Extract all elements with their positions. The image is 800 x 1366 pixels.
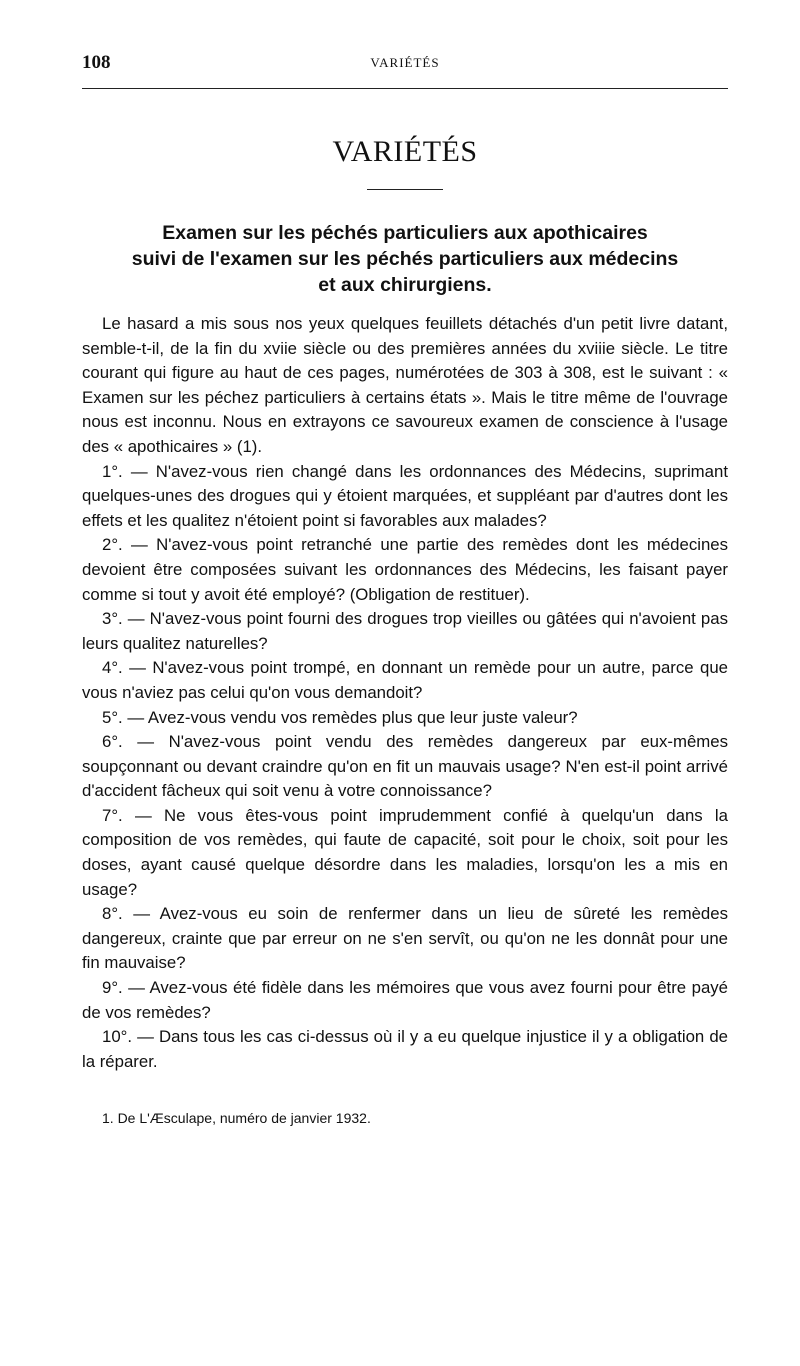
question-item: 10°. — Dans tous les cas ci-dessus où il y a eu quelque injustice il y a obligation de la réparer.: [82, 1027, 728, 1071]
question-item: 8°. — Avez-vous eu soin de renfermer dans un lieu de sûreté les remèdes dangereux, crainte que par erreur on ne s'en servît, ou qu'on ne les donnât pour une fin mauvaise?: [82, 904, 728, 973]
article-body: [82, 312, 728, 1074]
article-title: [82, 220, 728, 298]
question-item: 2°. — N'avez-vous point retranché une partie des remèdes dont les médecines devoient être composées suivant les ordonnances des Médecins, les faisant payer comme si tout y avoit été employé? (Obligation de restituer).: [82, 535, 728, 604]
running-head: [82, 52, 728, 78]
running-title: VARIÉTÉS: [370, 55, 440, 70]
question-item: 1°. — N'avez-vous rien changé dans les ordonnances des Médecins, suprimant quelques-unes des drogues qui y étoient marquées, et suppléant par d'autres dont les effets et les qualitez n'étoient point si favorables aux malades?: [82, 461, 728, 530]
question-item: 7°. — Ne vous êtes-vous point imprudemment confié à quelqu'un dans la composition de vos remèdes, qui faute de capacité, soit pour le choix, soit pour les doses, ayant causé quelque désordre dans les maladies, lorsqu'on les a mis en usage?: [82, 805, 728, 899]
title-rule: [367, 189, 443, 190]
footnote-spacer: [82, 1074, 728, 1110]
article-title-line: Examen sur les péchés particuliers aux apothicaires: [162, 222, 648, 244]
page: [82, 52, 728, 1126]
question-item: 4°. — N'avez-vous point trompé, en donnant un remède pour un autre, parce que vous n'aviez pas celui qu'on vous demandoit?: [82, 658, 728, 702]
question-item: 6°. — N'avez-vous point vendu des remèdes dangereux par eux-mêmes soupçonnant ou devant craindre qu'on en fit un mauvais usage? N'en est-il point arrivé d'accident fâcheux qui soit venu à votre connoissance?: [82, 732, 728, 801]
article-title-line: et aux chirurgiens.: [318, 274, 492, 296]
article-title-line: suivi de l'examen sur les péchés particuliers aux médecins: [131, 248, 679, 270]
section-title: VARIÉTÉS: [332, 135, 478, 168]
intro-paragraph: Le hasard a mis sous nos yeux quelques feuillets détachés d'un petit livre datant, semble-t-il, de la fin du xviie siècle ou des premières années du xviiie siècle. Le titre courant qui figure au haut de ces pages, numérotées de 303 à 308, est le suivant : « Examen sur les péchez particuliers à certains états ». Mais le titre même de l'ouvrage nous est inconnu. Nous en extrayons ce savoureux examen de conscience à l'usage des « apothicaires » (1).: [82, 314, 728, 456]
question-item: 9°. — Avez-vous été fidèle dans les mémoires que vous avez fourni pour être payé de vos remèdes?: [82, 978, 728, 1022]
header-rule: [82, 88, 728, 89]
question-item: 3°. — N'avez-vous point fourni des drogues trop vieilles ou gâtées qui n'avoient pas leurs qualitez naturelles?: [82, 609, 728, 653]
footnote: 1. De L'Æsculape, numéro de janvier 1932.: [102, 1110, 371, 1127]
page-number: 108: [82, 52, 111, 73]
question-item: 5°. — Avez-vous vendu vos remèdes plus que leur juste valeur?: [102, 707, 578, 727]
